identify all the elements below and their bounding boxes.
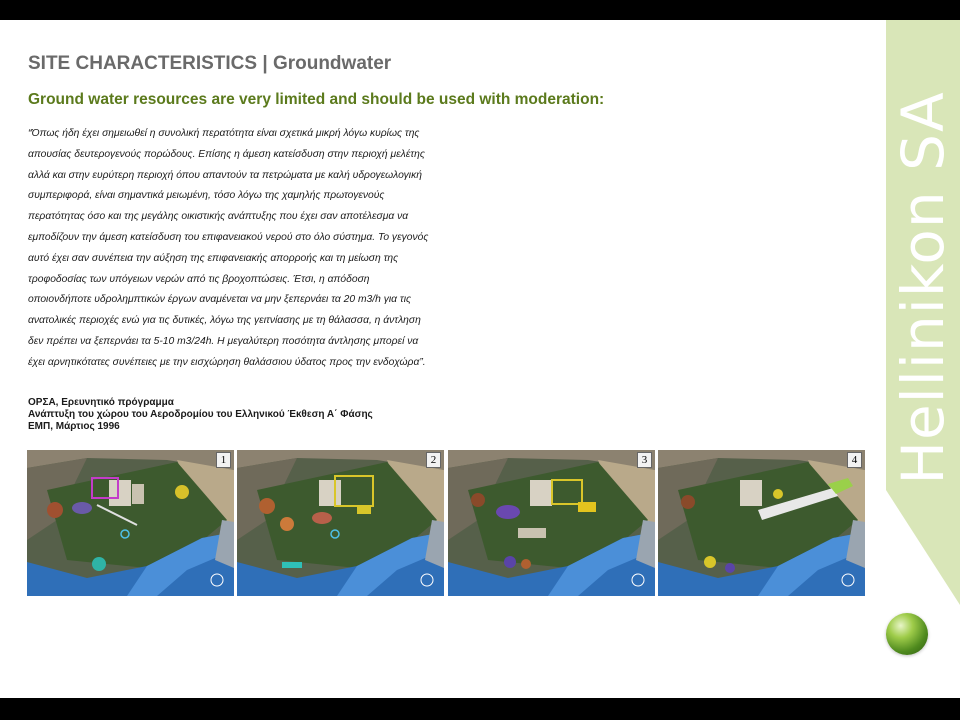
map-number-badge: 2	[426, 452, 441, 468]
quote-line: οποιονδήποτε υδρολημπτικών έργων αναμένεται να μην ξεπερνάει τα 20 m3/h για τις	[28, 294, 412, 306]
quote-line: ανατολικές περιοχές ενώ για τις δυτικές, λόγω της γειτνίασης με τη θάλασσα, η άντληση	[28, 315, 421, 327]
site-map-1	[27, 450, 234, 596]
groundwater-quote	[28, 124, 448, 374]
slide-title: SITE CHARACTERISTICS | Groundwater	[28, 53, 392, 74]
quote-line: εμποδίζουν την άμεση κατείσδυση του επιφανειακού νερού στο όλο σύστημα. Το γεγονός	[28, 231, 429, 243]
company-logo-icon	[886, 613, 928, 655]
quote-line: “Όπως ήδη έχει σημειωθεί η συνολική περατότητα είναι σχετικά μικρή λόγω κυρίως της	[28, 128, 420, 139]
quote-line: περατότητας όσο και της μεγάλης οικιστικής ανάπτυξης που έχει σαν αποτέλεσμα να	[28, 211, 409, 223]
aerial-map-image	[658, 450, 865, 596]
map-number-badge: 1	[216, 452, 231, 468]
quote-line: τροφοδοσίας των υπόγειων νερών από τις βροχοπτώσεις. Έτσι, η απόδοση	[28, 273, 370, 285]
source-citation	[28, 397, 373, 434]
quote-line: έχει αρνητικότατες συνέπειες με την εισχώρηση θαλάσσιου ύδατος προς την ενδοχώρα”.	[28, 356, 426, 368]
map-number-badge: 3	[637, 452, 652, 468]
letterbox-bottom	[0, 698, 960, 720]
quote-line: απουσίας δευτερογενούς πορώδους. Επίσης η άμεση κατείσδυση στην περιοχή μελέτης	[28, 148, 425, 160]
slide-subtitle: Ground water resources are very limited and should be used with moderation:	[28, 91, 605, 108]
site-map-2	[237, 450, 444, 596]
letterbox-top	[0, 0, 960, 20]
brand-wordmark: Hellinikon SA	[889, 91, 957, 485]
source-line: ΕΜΠ, Μάρτιος 1996	[28, 421, 120, 433]
site-map-3	[448, 450, 655, 596]
quote-line: αλλά και στην ευρύτερη περιοχή όπου απαντούν τα πετρώματα με καλή υδρογεωλογική	[28, 169, 422, 181]
aerial-map-image	[448, 450, 655, 596]
site-maps-strip	[27, 450, 864, 596]
quote-line: δεν πρέπει να ξεπερνάει τα 5-10 m3/24h. Η μεγαλύτερη ποσότητα άντλησης μπορεί να	[28, 335, 419, 347]
quote-line: αυτό έχει σαν συνέπεια την αύξηση της επιφανειακής απορροής και τη μείωση της	[28, 252, 399, 264]
source-line: Ανάπτυξη του χώρου του Αεροδρομίου του Ελληνικού Έκθεση Α΄ Φάσης	[28, 409, 373, 421]
aerial-map-image	[27, 450, 234, 596]
slide	[0, 20, 960, 698]
quote-line: συμπεριφορά, είναι σημαντικά μειωμένη, τόσο λόγω της χαμηλής πρωτογενούς	[28, 190, 385, 202]
source-line: ΟΡΣΑ, Ερευνητικό πρόγραμμα	[28, 397, 174, 408]
map-number-badge: 4	[847, 452, 862, 468]
site-map-4	[658, 450, 865, 596]
aerial-map-image	[237, 450, 444, 596]
